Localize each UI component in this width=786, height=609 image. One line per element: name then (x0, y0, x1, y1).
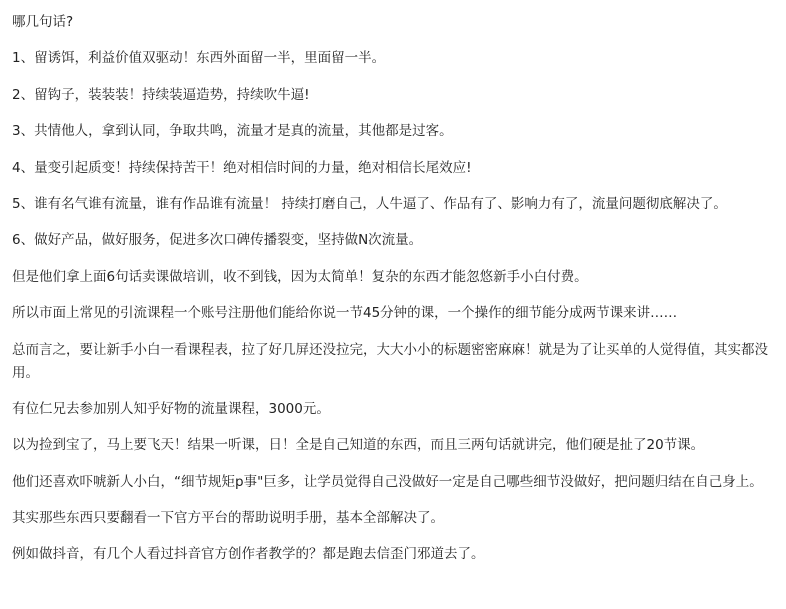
paragraph-point-2: 2、留钩子，装装装！持续装逼造势，持续吹牛逼! (12, 86, 310, 103)
paragraph-text: 例如做抖音，有几个人看过抖音官方创作者教学的？都是跑去信歪门邪道去了。 (12, 546, 485, 563)
paragraph-text: 所以市面上常见的引流课程一个账号注册他们能给你说一节45分钟的课，一个操作的细节能分成两节课来讲…… (12, 305, 678, 322)
paragraph-text: 有位仁兄去参加别人知乎好物的流量课程，3000元。 (12, 400, 330, 417)
paragraph-point-5: 5、谁有名气谁有流量，谁有作品谁有流量！ 持续打磨自己，人牛逼了、作品有了、影响力有了，流量问题彻底解决了。 (12, 195, 727, 212)
paragraph-text: 但是他们拿上面6句话卖课做培训，收不到钱，因为太简单！复杂的东西才能忽悠新手小白付费。 (12, 268, 588, 285)
paragraph-point-1: 1、留诱饵，利益价值双驱动！东西外面留一半，里面留一半。 (12, 50, 386, 67)
paragraph-question: 哪几句话? (12, 14, 74, 30)
paragraph-text: 总而言之，要让新手小白一看课程表，拉了好几屏还没拉完，大大小小的标题密密麻麻！就是为了让买单的人觉得值，其实都没用。 (12, 341, 768, 381)
paragraph-point-6: 6、做好产品，做好服务，促进多次口碑传播裂变，坚持做N次流量。 (12, 232, 423, 249)
paragraph-point-4: 4、量变引起质变！持续保持苦干！绝对相信时间的力量，绝对相信长尾效应! (12, 159, 472, 176)
paragraph-text: 以为捡到宝了，马上要飞天！结果一听课，日！全是自己知道的东西，而且三两句话就讲完，他们硬是扯了20节课。 (12, 437, 705, 454)
paragraph-text: 其实那些东西只要翻看一下官方平台的帮助说明手册，基本全部解决了。 (12, 510, 444, 527)
paragraph-text: 他们还喜欢吓唬新人小白，“细节规矩p事"巨多，让学员觉得自己没做好一定是自己哪些细节没做好，把问题归结在自己身上。 (12, 473, 763, 490)
paragraph-point-3: 3、共情他人，拿到认同，争取共鸣，流量才是真的流量，其他都是过客。 (12, 123, 453, 140)
